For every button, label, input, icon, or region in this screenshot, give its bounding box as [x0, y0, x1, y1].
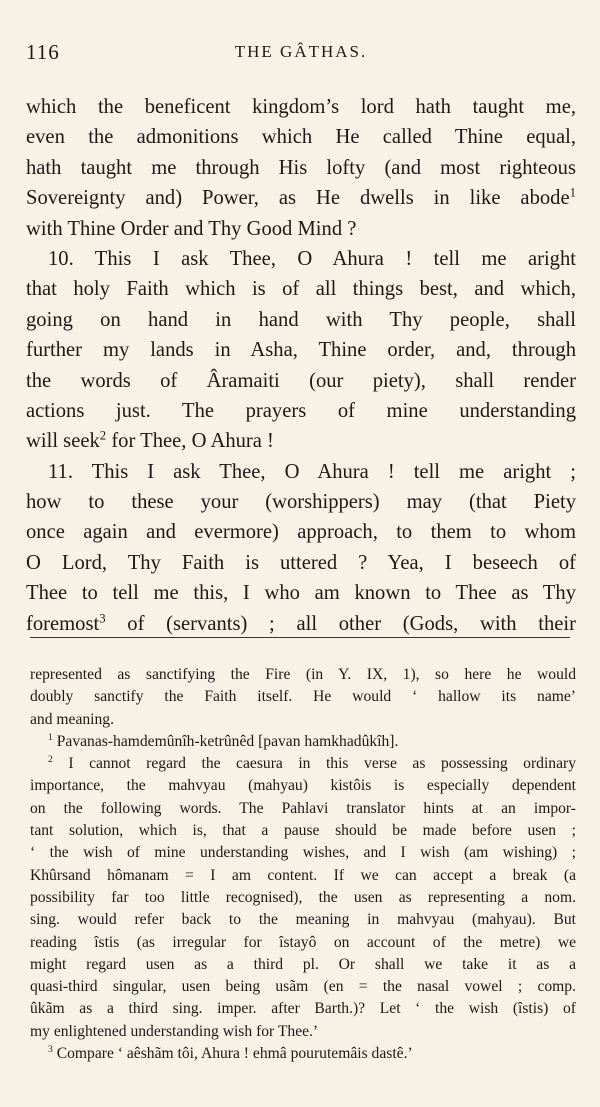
page-number: 116	[26, 40, 60, 64]
footnote-line	[30, 686, 576, 708]
footnote-line	[30, 998, 576, 1020]
line-text: the words of Âramaiti (our piety), shall render	[26, 369, 576, 392]
text-line	[26, 92, 576, 122]
footnote-line	[30, 709, 576, 731]
text-line	[26, 244, 576, 274]
line-text: and meaning.	[30, 710, 115, 728]
line-text: hath taught me through His lofty (and most righteous	[26, 156, 576, 179]
footnote-line	[30, 664, 576, 686]
footnote-rule	[30, 637, 570, 638]
line-text: Pavanas-hamdemûnîh-ketrûnêd [pavan hamkhadûkîh].	[56, 732, 399, 750]
text-line	[26, 487, 576, 517]
line-text: with Thine Order and Thy Good Mind ?	[26, 217, 357, 240]
line-text: Sovereignty and) Power, as He dwells in like abode	[26, 187, 570, 210]
line-text: 10. This I ask Thee, O Ahura ! tell me aright	[48, 247, 576, 270]
footnote-line	[30, 1043, 576, 1065]
line-text: tant solution, which is, that a pause should be made before usen ;	[30, 822, 576, 840]
line-text: importance, the mahvyau (mahyau) kistôis is especially dependent	[30, 777, 576, 795]
line-text: on the following words. The Pahlavi translator hints at an impor-	[30, 799, 576, 817]
text-line	[26, 396, 576, 426]
footnote-marker: 1	[48, 732, 53, 744]
text-line	[26, 578, 576, 608]
running-head	[26, 40, 576, 66]
line-text: O Lord, Thy Faith is uttered ? Yea, I beseech of	[26, 551, 576, 574]
text-line	[26, 426, 576, 456]
line-text: foremost	[26, 612, 100, 635]
line-text: possibility far too little recognised), the usen as representing a nom.	[30, 888, 576, 906]
text-line	[26, 517, 576, 547]
text-line	[26, 548, 576, 578]
footnote-line	[30, 954, 576, 976]
footnote-marker: 2	[48, 754, 53, 766]
line-text: which the beneficent kingdom’s lord hath taught me,	[26, 96, 576, 118]
line-text: represented as sanctifying the Fire (in Y. IX, 1), so here he would	[30, 666, 576, 683]
line-text: going on hand in hand with Thy people, shall	[26, 308, 576, 331]
footnote-reference: 3	[99, 610, 106, 625]
footnote-line	[30, 798, 576, 820]
line-text: reading îstis (as irregular for îstayô on account of the metre) we	[30, 933, 576, 951]
line-text: further my lands in Asha, Thine order, and, through	[26, 339, 576, 362]
footnote-reference: 1	[569, 185, 576, 200]
line-text: Compare ‘ aêshãm tôi, Ahura ! ehmâ pourutemâis dastê.’	[56, 1045, 413, 1063]
footnote-line	[30, 865, 576, 887]
main-text	[26, 92, 576, 639]
line-text: sing. would refer back to the meaning in mahvyau (mahyau). But	[30, 911, 576, 929]
footnote-line	[30, 1021, 576, 1043]
line-text-continued: of (servants) ; all other (Gods, with their	[105, 612, 576, 635]
footnote-line	[30, 731, 576, 753]
line-text: even the admonitions which He called Thine equal,	[26, 126, 576, 149]
text-line	[26, 122, 576, 152]
footnote-marker: 3	[48, 1044, 53, 1056]
text-line	[26, 335, 576, 365]
line-text: that holy Faith which is of all things best, and which,	[26, 278, 576, 301]
line-text: Khûrsand hômanam = I am content. If we can accept a break (a	[30, 866, 576, 884]
line-text: doubly sanctify the Faith itself. He would ‘ hallow its name’	[30, 688, 576, 706]
line-text: will seek	[26, 430, 100, 453]
line-text: ‘ the wish of mine understanding wishes, and I wish (am wishing) ;	[30, 844, 576, 862]
line-text: actions just. The prayers of mine understanding	[26, 399, 576, 422]
line-text: once again and evermore) approach, to them to whom	[26, 521, 576, 544]
line-text: might regard usen as a third pl. Or shall we take it as a	[30, 955, 576, 973]
text-line	[26, 305, 576, 335]
text-line	[26, 274, 576, 304]
footnote-reference: 2	[99, 428, 107, 443]
running-title: THE GÂTHAS.	[234, 42, 368, 61]
line-text: I cannot regard the caesura in this verse as possessing ordinary	[68, 755, 577, 773]
text-line	[26, 457, 576, 487]
line-text: how to these your (worshippers) may (that Piety	[26, 491, 576, 514]
footnotes	[30, 664, 576, 1065]
footnote-line	[30, 932, 576, 954]
footnote-line	[30, 842, 576, 864]
footnote-line	[30, 976, 576, 998]
line-text: ûkãm as a third sing. imper. after Barth.)? Let ‘ the wish (îstis) of	[30, 1000, 576, 1018]
line-text: quasi-third singular, usen being usãm (en = the nasal vowel ; comp.	[30, 978, 576, 996]
footnote-line	[30, 775, 576, 797]
footnote-line	[30, 820, 576, 842]
text-line	[26, 153, 576, 183]
footnote-line	[30, 909, 576, 931]
text-line	[26, 609, 576, 639]
line-text: 11. This I ask Thee, O Ahura ! tell me aright ;	[48, 460, 576, 483]
text-line	[26, 366, 576, 396]
line-text-continued: for Thee, O Ahura !	[106, 430, 274, 453]
text-line	[26, 183, 576, 213]
line-text: Thee to tell me this, I who am known to Thee as Thy	[26, 582, 576, 605]
line-text: my enlightened understanding wish for Thee.’	[30, 1022, 319, 1040]
footnote-line	[30, 753, 576, 775]
text-line	[26, 214, 576, 244]
footnote-line	[30, 887, 576, 909]
